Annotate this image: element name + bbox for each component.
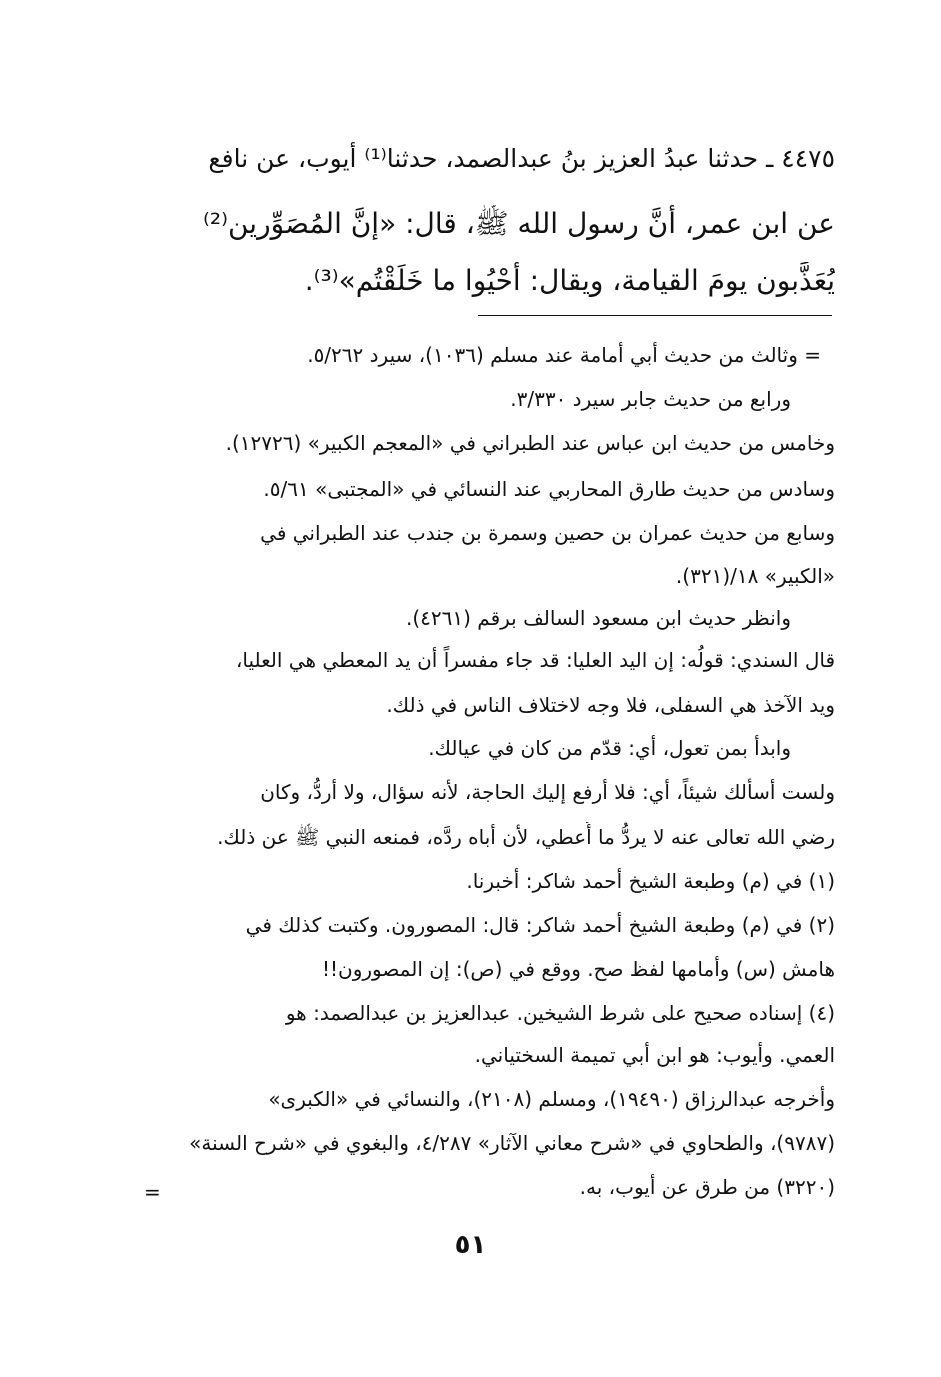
footnote-line: وخامس من حديث ابن عباس عند الطبراني في «المعجم الكبير» (١٢٧٢٦). [225, 431, 835, 455]
footnote-line: هامش (س) وأمامها لفظ صح. ووقع في (ص): إن المصورون!! [321, 957, 835, 981]
footnote-line: (٣٢٢٠) من طرق عن أيوب، به. [579, 1175, 835, 1199]
footnote-line: وانظر حديث ابن مسعود السالف برقم (٤٢٦١). [405, 606, 791, 630]
footnote-line: (٤) إسناده صحيح على شرط الشيخين. عبدالعزيز بن عبدالصمد: هو [285, 1001, 835, 1025]
footnote-line: ورابع من حديث جابر سيرد ٣/٣٣٠. [510, 387, 791, 411]
footnote-line: ولست أسألك شيئاً، أي: فلا أرفع إليك الحاجة، لأنه سؤال، ولا أردُّ، وكان [260, 780, 835, 804]
footnote-separator [478, 315, 832, 316]
footnote-line: وسادس من حديث طارق المحاربي عند النسائي في «المجتبى» ٥/٦١. [263, 477, 835, 501]
hadith-line-3: يُعَذَّبون يومَ القيامة، ويقال: أَحْيُوا ما خَلَقْتُم»⁽³⁾. [304, 264, 835, 297]
footnote-line: (١) في (م) وطبعة الشيخ أحمد شاكر: أخبرنا. [466, 869, 835, 893]
footnote-line: = وثالث من حديث أبي أمامة عند مسلم (١٠٣٦)، سيرد ٥/٢٦٢. [307, 343, 821, 367]
hadith-line-2: عن ابن عمر، أنَّ رسول الله ﷺ، قال: «إنَّ المُصَوِّرين⁽²⁾ [202, 207, 835, 240]
footnote-line: (٢) في (م) وطبعة الشيخ أحمد شاكر: قال: المصورون. وكتبت كذلك في [245, 913, 835, 937]
footnote-line: وابدأ بمن تعول، أي: قدّم من كان في عيالك. [428, 736, 791, 760]
footnote-line: «الكبير» ١٨/(٣٢١). [675, 564, 835, 588]
footnote-line: رضي الله تعالى عنه لا يردُّ ما أُعطي، لأن أباه ردَّه، فمنعه النبي ﷺ عن ذلك. [217, 825, 835, 849]
hadith-line-1: ٤٤٧٥ ـ حدثنا عبدُ العزيز بنُ عبدالصمد، حدثنا⁽¹⁾ أيوب، عن نافع [208, 144, 835, 173]
footnote-line: (٩٧٨٧)، والطحاوي في «شرح معاني الآثار» ٤/٢٨٧، والبغوي في «شرح السنة» [189, 1131, 835, 1155]
footnote-line: وسابع من حديث عمران بن حصين وسمرة بن جندب عند الطبراني في [260, 521, 835, 545]
footnote-line: وأخرجه عبدالرزاق (١٩٤٩٠)، ومسلم (٢١٠٨)، والنسائي في «الكبرى» [268, 1087, 835, 1111]
continuation-mark: = [144, 1180, 161, 1204]
footnote-line: العمي. وأيوب: هو ابن أبي تميمة السختياني. [474, 1043, 835, 1067]
page-number: ٥١ [454, 1230, 487, 1260]
footnote-line: قال السندي: قولُه: إن اليد العليا: قد جاء مفسراً أن يد المعطي هي العليا، [235, 648, 835, 672]
footnote-line: ويد الآخذ هي السفلى، فلا وجه لاختلاف الناس في ذلك. [386, 693, 835, 717]
